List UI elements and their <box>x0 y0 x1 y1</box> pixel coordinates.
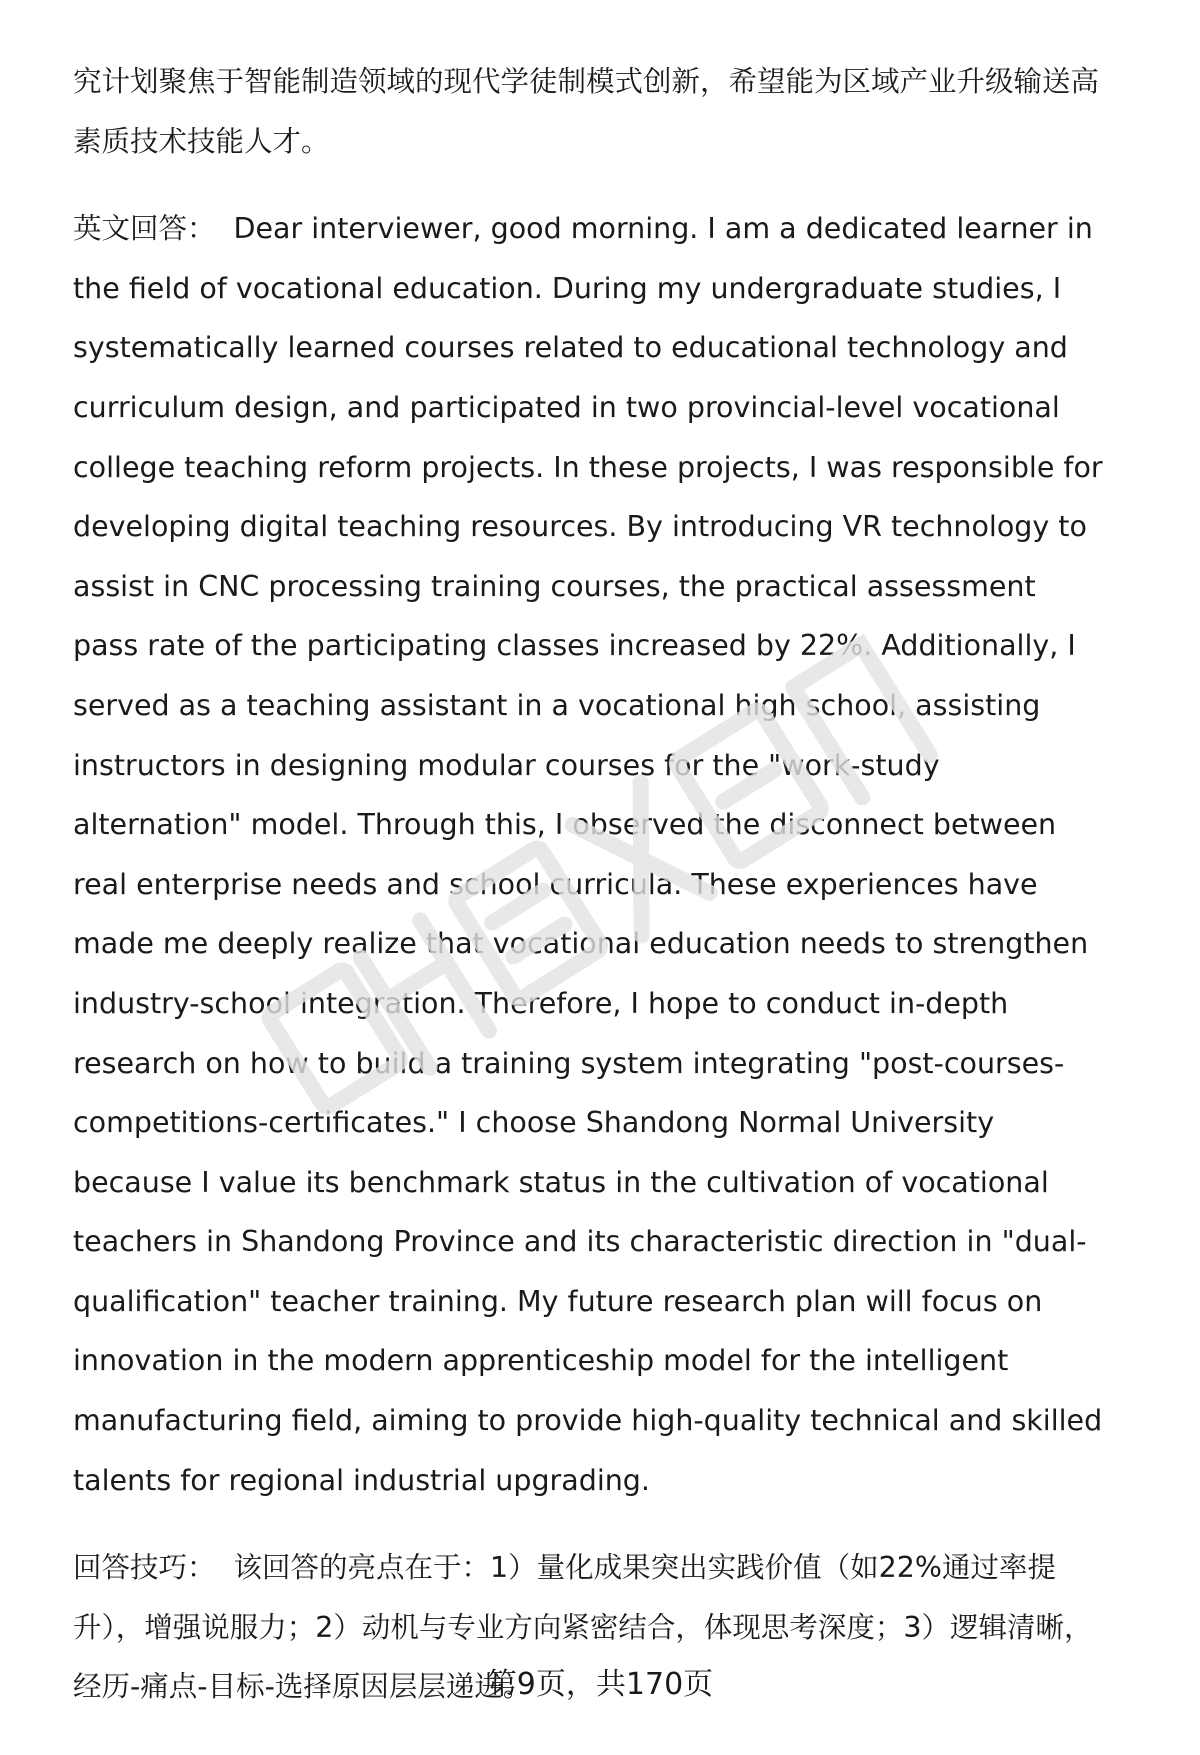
answer-tips-text: 该回答的亮点在于：1）量化成果突出实践价值（如22%通过率提升），增强说服力；2）动机与专业方向紧密结合，体现思考深度；3）逻辑清晰，经历-痛点-目标-选择原因层层递进。 <box>73 1551 1093 1704</box>
intro-paragraph: 究计划聚焦于智能制造领域的现代学徒制模式创新，希望能为区域产业升级输送高素质技术技能人才。 <box>73 65 1100 158</box>
english-answer-paragraph <box>73 199 1104 1510</box>
page-footer: 第9页，共170页 <box>486 1667 714 1702</box>
answer-tips-label: 回答技巧： <box>73 1551 216 1585</box>
english-answer-label: 英文回答： <box>73 212 216 246</box>
english-answer-text: Dear interviewer, good morning. I am a dedicated learner in the field of vocational education. During my undergraduate studies, I systematically learned courses related to educational technology and curriculum design, and participated in two provincial-level vocational college teaching reform projects. In these projects, I was responsible for developing digital teaching resources. By introducing VR technology to assist in CNC processing training courses, the practical assessment pass rate of the participating classes increased by 22%. Additionally, I served as a teaching assistant in a vocational high school, assisting instructors in designing modular courses for the "work-study alternation" model. Through this, I observed the disconnect between real enterprise needs and school curricula. These experiences have made me deeply realize that vocational education needs to strengthen industry-school integration. Therefore, I hope to conduct in-depth research on how to build a training system integrating "post-courses-competitions-certificates." I choose Shandong Normal University because I value its benchmark status in the cultivation of vocational teachers in Shandong Province and its characteristic direction in "dual-qualification" teacher training. My future research plan will focus on innovation in the modern apprenticeship model for the intelligent manufacturing field, aiming to provide high-quality technical and skilled talents for regional industrial upgrading. <box>73 212 1103 1497</box>
